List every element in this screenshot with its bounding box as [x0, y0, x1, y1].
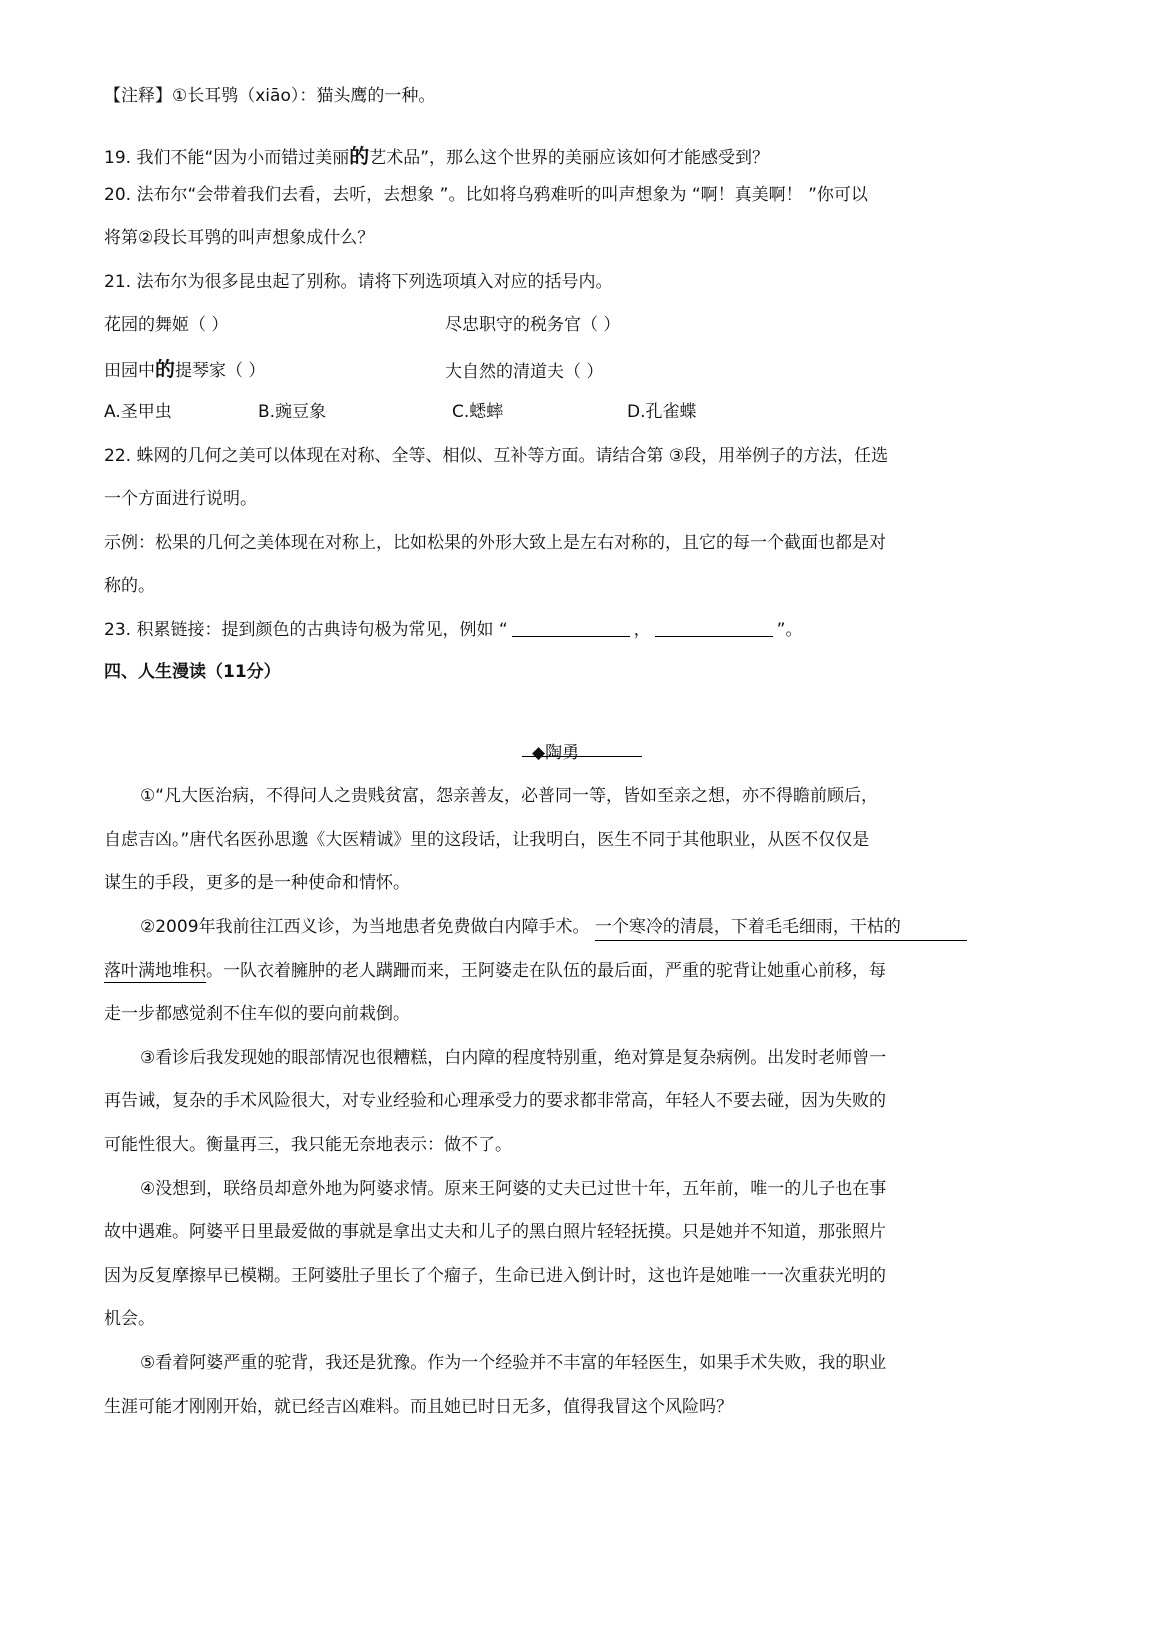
underlined-sentence-part2: 落叶满地堆积 — [104, 961, 206, 981]
q21-item3-de: 的 — [155, 357, 175, 381]
q21-item-4: 大自然的清道夫（ ） — [445, 362, 604, 382]
q21-item-2: 尽忠职守的税务官（ ） — [445, 315, 621, 335]
question-20-line1: 20. 法布尔“会带着我们去看，去听，去想象 ”。比如将乌鸦难听的叫声想象为 “啊！真美啊！ ”你可以 — [104, 185, 868, 205]
paragraph-5-line2: 生涯可能才刚刚开始，就已经吉凶难料。而且她已时日无多，值得我冒这个风险吗？ — [104, 1397, 733, 1417]
paragraph-1-line3: 谋生的手段，更多的是一种使命和情怀。 — [104, 873, 410, 893]
p2-text-b: 。一队衣着臃肿的老人蹒跚而来，王阿婆走在队伍的最后面，严重的驼背让她重心前移，每 — [206, 961, 886, 981]
q21-item-1: 花园的舞姬（ ） — [104, 315, 229, 335]
question-21-stem: 21. 法布尔为很多昆虫起了别称。请将下列选项填入对应的括号内。 — [104, 272, 613, 292]
answer-blank-1[interactable] — [512, 618, 630, 637]
paragraph-4-line1: ④没想到，联络员却意外地为阿婆求情。原来王阿婆的丈夫已过世十年，五年前，唯一的儿子也在事 — [140, 1179, 887, 1199]
paragraph-3-line1: ③看诊后我发现她的眼部情况也很糟糕，白内障的程度特别重，绝对算是复杂病例。出发时老师曾一 — [140, 1048, 887, 1068]
paragraph-3-line2: 再告诫，复杂的手术风险很大，对专业经验和心理承受力的要求都非常高，年轻人不要去碰，因为失败的 — [104, 1091, 886, 1111]
question-20-line2: 将第②段长耳鸮的叫声想象成什么？ — [104, 228, 375, 248]
paragraph-2-line2 — [104, 959, 886, 983]
note: 【注释】①长耳鸮（xiāo）：猫头鹰的一种。 — [104, 86, 436, 106]
question-23 — [104, 618, 802, 642]
section-heading: 四、人生漫读（11分） — [104, 662, 281, 682]
q19-text-b: 艺术品”，那么这个世界的美丽应该如何才能感受到？ — [369, 148, 770, 168]
paragraph-2-line3: 走一步都感觉刹不住车似的要向前栽倒。 — [104, 1004, 410, 1024]
q19-de: 的 — [349, 144, 370, 168]
paragraph-1-line2: 自虑吉凶。”唐代名医孙思邈《大医精诚》里的这段话，让我明白，医生不同于其他职业，从医不仅仅是 — [104, 830, 870, 850]
q21-option-b: B.豌豆象 — [258, 402, 327, 422]
question-22-line1: 22. 蛛网的几何之美可以体现在对称、全等、相似、互补等方面。请结合第 ③段，用举例子的方法，任选 — [104, 446, 889, 466]
q23-comma: ， — [633, 620, 651, 640]
q23-end: ”。 — [776, 620, 803, 640]
paragraph-3-line3: 可能性很大。衡量再三，我只能无奈地表示：做不了。 — [104, 1135, 512, 1155]
q21-item-3 — [104, 357, 265, 383]
answer-blank-2[interactable] — [655, 618, 773, 637]
paragraph-5-line1: ⑤看着阿婆严重的驼背，我还是犹豫。作为一个经验并不丰富的年轻医生，如果手术失败，我的职业 — [140, 1353, 887, 1373]
q21-option-d: D.孔雀蝶 — [627, 402, 697, 422]
article-author: ◆陶勇 — [532, 743, 580, 763]
q23-text: 23. 积累链接：提到颜色的古典诗句极为常见，例如 “ — [104, 620, 508, 640]
underlined-sentence-part1: 一个寒冷的清晨，下着毛毛细雨，干枯的 — [595, 915, 967, 941]
p2-text-a: ②2009年我前往江西义诊，为当地患者免费做白内障手术。 — [140, 917, 590, 937]
question-19 — [104, 144, 769, 170]
q22-example-line2: 称的。 — [104, 576, 155, 596]
paragraph-4-line4: 机会。 — [104, 1309, 155, 1329]
q21-item3-a: 田园中 — [104, 361, 155, 381]
paragraph-1-line1: ①“凡大医治病，不得问人之贵贱贫富，怨亲善友，必普同一等，皆如至亲之想，亦不得瞻前顾后， — [140, 786, 879, 806]
q21-option-a: A.圣甲虫 — [104, 402, 172, 422]
paragraph-4-line2: 故中遇难。阿婆平日里最爱做的事就是拿出丈夫和儿子的黑白照片轻轻抚摸。只是她并不知道，那张照片 — [104, 1222, 886, 1242]
question-22-line2: 一个方面进行说明。 — [104, 489, 257, 509]
q21-item3-b: 提琴家（ ） — [175, 361, 266, 381]
q22-example-line1: 示例：松果的几何之美体现在对称上，比如松果的外形大致上是左右对称的，且它的每一个截面也都是对 — [104, 533, 886, 553]
q19-text-a: 19. 我们不能“因为小而错过美丽 — [104, 148, 350, 168]
paragraph-4-line3: 因为反复摩擦早已模糊。王阿婆肚子里长了个瘤子，生命已进入倒计时，这也许是她唯一一次重获光明的 — [104, 1266, 886, 1286]
q21-option-c: C.蟋蟀 — [452, 402, 504, 422]
paragraph-2-line1 — [140, 915, 967, 941]
